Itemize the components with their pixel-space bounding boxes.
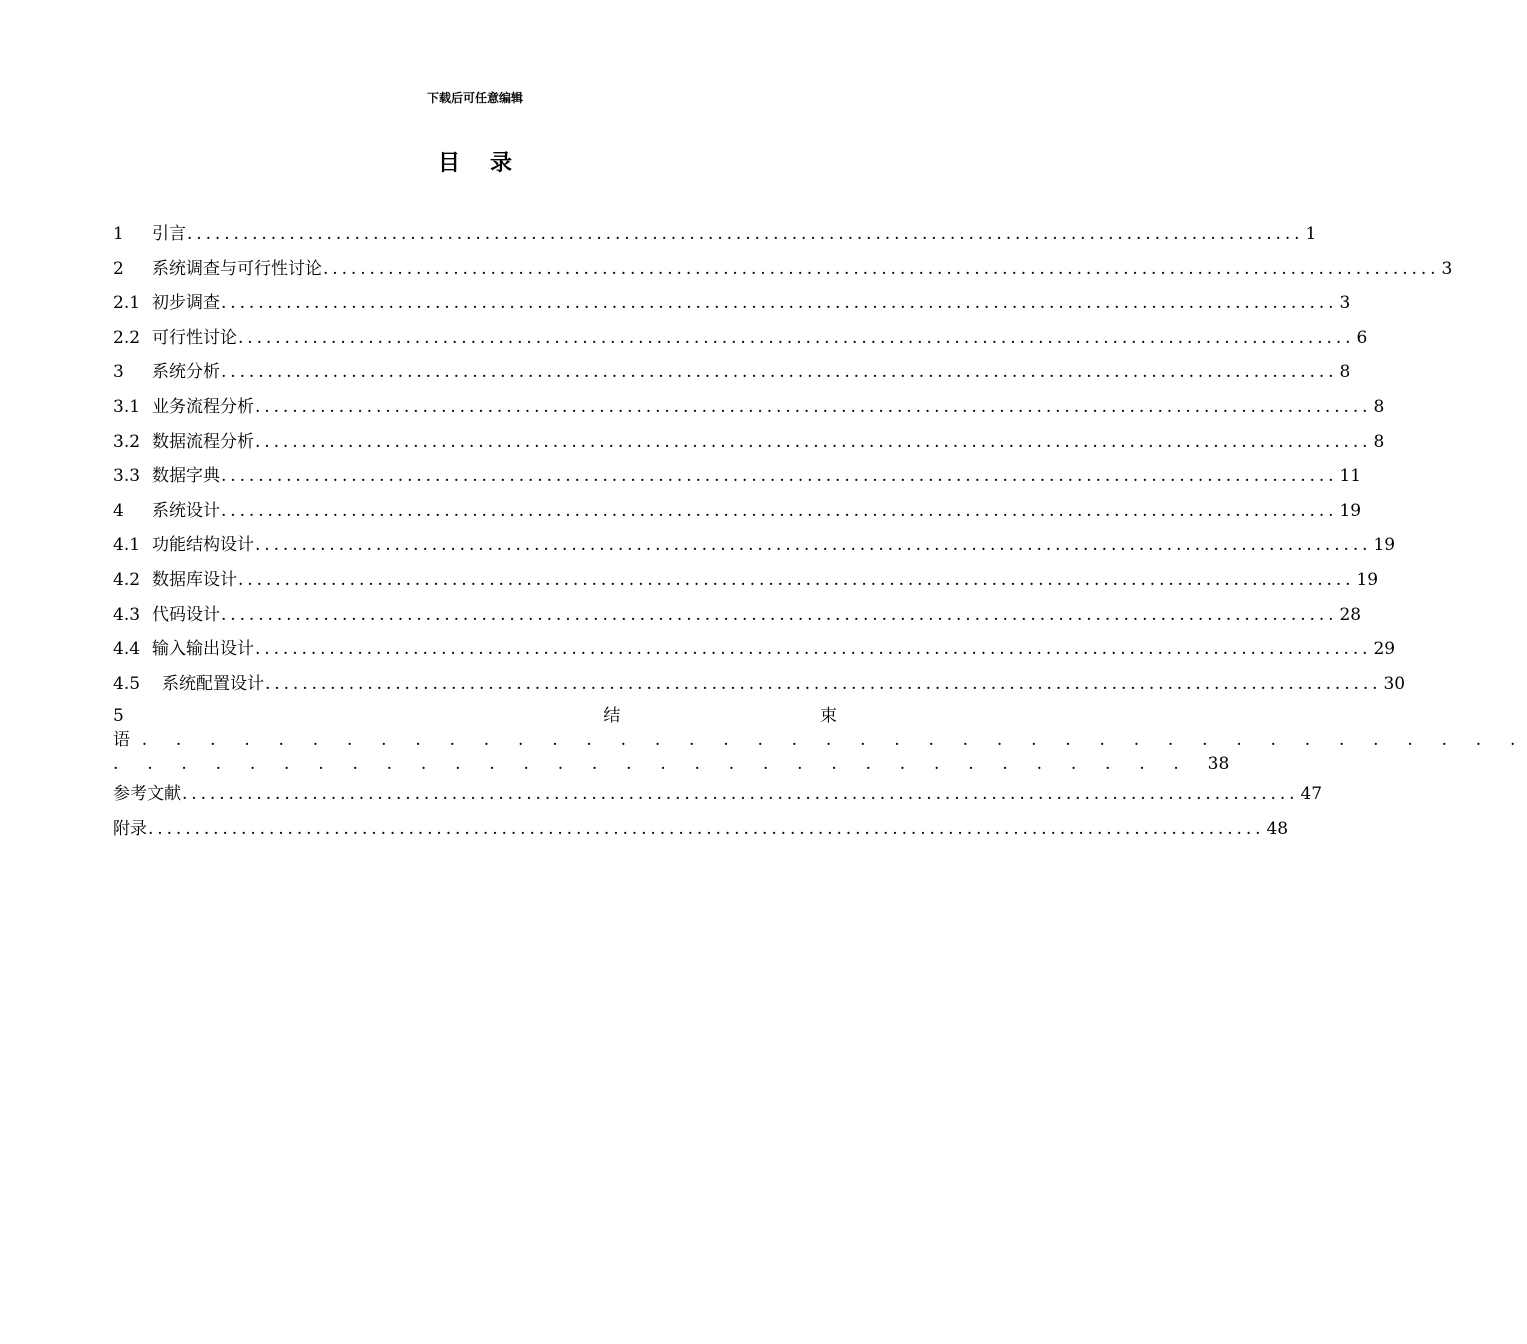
toc-entry-label: 系统设计 [152, 500, 220, 521]
toc-entry-page: 38 [1207, 754, 1230, 775]
toc-entry[interactable] [113, 635, 1396, 670]
toc-entry-label-part: 束 [819, 706, 837, 727]
toc-entry-number: 3 [113, 362, 124, 383]
toc-entry-label: 初步调查 [152, 293, 220, 314]
toc-entry[interactable] [113, 601, 1362, 636]
toc-entry[interactable] [113, 289, 1351, 324]
toc-entry-page: 6 [1356, 327, 1368, 348]
toc-entry-number: 2 [113, 258, 124, 279]
toc-leader-dots: ........................................................................................................................ [255, 396, 1372, 417]
toc-entry-number: 4.1 [113, 535, 141, 556]
toc-entry[interactable] [113, 324, 1368, 359]
toc-entry-number: 4.3 [113, 604, 141, 625]
toc-entry-number: 4.5 [113, 673, 141, 694]
toc-leader-dots: ........................................................................................................................ [148, 818, 1265, 839]
toc-entry-label: 系统分析 [152, 362, 220, 383]
toc-leader-dots: ........................................................................................................................ [323, 258, 1440, 279]
toc-entry[interactable] [113, 358, 1351, 393]
toc-leader-dots: ........................................................................................................................ [255, 639, 1372, 660]
toc-entry-number: 3.1 [113, 396, 141, 417]
toc-leader-dots: . . . . . . . . . . . . . . . . . . . . . . . . . . . . . . . . [113, 754, 1208, 775]
toc-entry-label: 附录 [113, 818, 147, 839]
toc-entry-page: 8 [1373, 431, 1385, 452]
toc-entry-label: 业务流程分析 [152, 396, 254, 417]
toc-entry-label: 代码设计 [152, 604, 220, 625]
toc-entry-page: 28 [1339, 604, 1362, 625]
toc-entry[interactable] [113, 780, 1323, 815]
toc-entry-number: 4.2 [113, 569, 141, 590]
toc-leader-dots: ........................................................................................................................ [265, 673, 1382, 694]
toc-entry[interactable] [113, 220, 1317, 255]
page-header: 下载后可任意编辑 [426, 91, 523, 105]
toc-entry-number: 3.2 [113, 431, 141, 452]
toc-entry-page: 8 [1373, 396, 1385, 417]
toc-entry-label: 引言 [152, 224, 186, 244]
toc-entry-page: 19 [1339, 500, 1362, 521]
toc-entry-number: 1 [113, 224, 124, 244]
toc-entry[interactable] [113, 566, 1379, 601]
toc-entry[interactable] [113, 670, 1406, 705]
toc-leader-dots: ........................................................................................................................ [221, 293, 1338, 314]
toc-leader-dots: ........................................................................................................................ [221, 362, 1338, 383]
toc-entry-page: 8 [1339, 362, 1351, 383]
toc-entry-label: 参考文献 [113, 784, 181, 805]
toc-entry-number: 2.1 [113, 293, 141, 314]
toc-entry-page: 11 [1339, 466, 1362, 487]
toc-entry[interactable] [113, 815, 1289, 850]
toc-entry-label: 系统配置设计 [162, 673, 264, 694]
toc-entry-page: 1 [1305, 224, 1317, 244]
toc-entry-page: 19 [1373, 535, 1396, 556]
toc-entry-page: 3 [1339, 293, 1351, 314]
toc-entry-conclusion[interactable] [113, 704, 1527, 776]
toc-entry[interactable] [113, 255, 1453, 290]
toc-entry[interactable] [113, 497, 1362, 532]
toc-leader-dots: ........................................................................................................................ [221, 500, 1338, 521]
toc-entry-number: 4 [113, 500, 124, 521]
toc-entry-label-part: 语 [113, 730, 142, 751]
toc-entry-page: 3 [1441, 258, 1453, 279]
toc-entry[interactable] [113, 428, 1385, 463]
toc-leader-dots: ........................................................................................................................ [182, 784, 1299, 805]
toc-entry-label: 数据库设计 [152, 569, 237, 590]
toc-entry-label: 功能结构设计 [152, 535, 254, 556]
toc-leader-dots: ........................................................................................................................ [221, 466, 1338, 487]
toc-entry-label: 可行性讨论 [152, 327, 237, 348]
toc-entry-label: 系统调查与可行性讨论 [152, 258, 322, 279]
toc-entry-page: 29 [1373, 639, 1396, 660]
toc-entry-page: 30 [1383, 673, 1406, 694]
toc-entry-number: 5 [113, 706, 124, 727]
toc-leader-dots: ........................................................................................................................ [255, 431, 1372, 452]
toc-entry-page: 47 [1300, 784, 1323, 805]
toc-entry-label: 输入输出设计 [152, 639, 254, 660]
toc-leader-dots: ........................................................................................................................ [238, 569, 1355, 590]
toc-entry[interactable] [113, 462, 1362, 497]
toc-entry-label: 数据流程分析 [152, 431, 254, 452]
toc-entry[interactable] [113, 531, 1396, 566]
toc-entry-number: 2.2 [113, 327, 141, 348]
toc-leader-dots: . . . . . . . . . . . . . . . . . . . . . . . . . . . . . . . . . . . . . . . . . [141, 730, 1527, 751]
toc-entry-label-part: 结 [603, 706, 621, 727]
page-title: 目录 [437, 151, 542, 176]
table-of-contents [113, 220, 1527, 850]
toc-leader-dots: ........................................................................................................................ [221, 604, 1338, 625]
toc-entry-label: 数据字典 [152, 466, 220, 487]
toc-entry-page: 19 [1356, 569, 1379, 590]
toc-entry-page: 48 [1266, 818, 1289, 839]
toc-leader-dots: ........................................................................................................................ [187, 224, 1304, 244]
toc-entry-number: 4.4 [113, 639, 141, 660]
toc-leader-dots: ........................................................................................................................ [238, 327, 1355, 348]
toc-entry-number: 3.3 [113, 466, 141, 487]
toc-leader-dots: ........................................................................................................................ [255, 535, 1372, 556]
toc-entry[interactable] [113, 393, 1385, 428]
